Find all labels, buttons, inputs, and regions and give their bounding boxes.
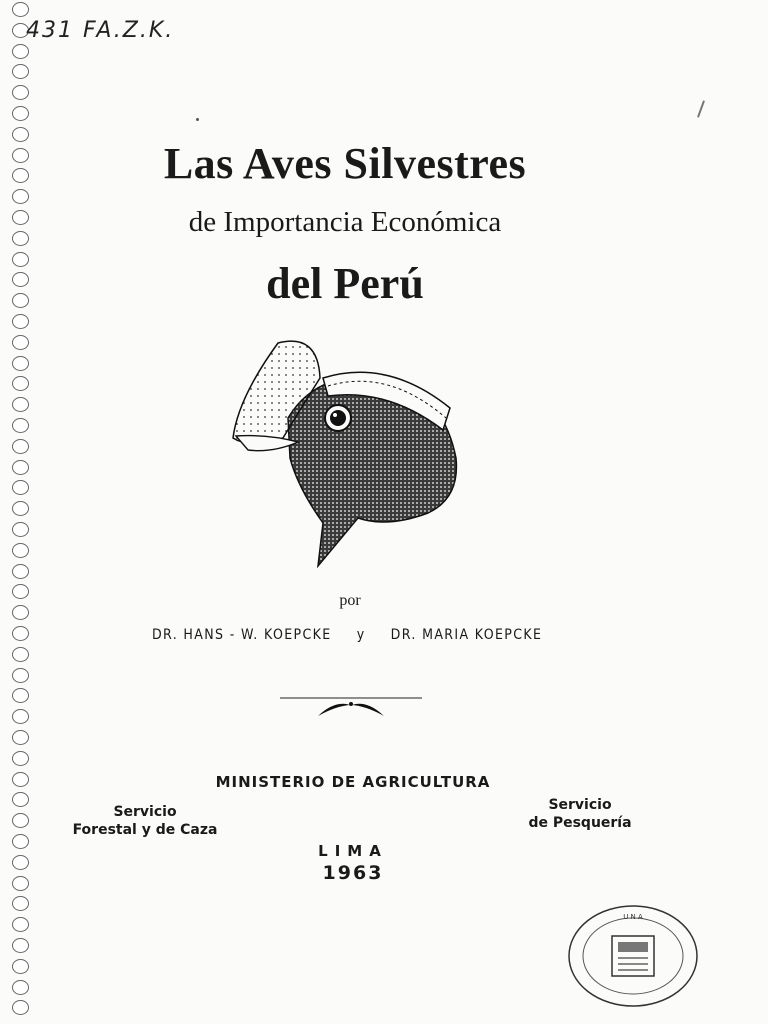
publication-city: LIMA bbox=[318, 842, 388, 860]
bird-head-illustration-icon bbox=[228, 338, 468, 572]
binding-hole bbox=[12, 501, 29, 516]
binding-hole bbox=[12, 938, 29, 953]
binding-hole bbox=[12, 356, 29, 371]
binding-hole bbox=[12, 917, 29, 932]
author-conjunction: y bbox=[356, 627, 366, 643]
book-title: Las Aves Silvestres bbox=[163, 139, 527, 188]
binding-hole bbox=[12, 189, 29, 204]
binding-hole bbox=[12, 730, 29, 745]
fisheries-service-line1: Servicio bbox=[548, 797, 612, 813]
fisheries-service bbox=[520, 796, 640, 832]
forestry-service bbox=[70, 803, 220, 839]
binding-hole bbox=[12, 564, 29, 579]
ornamental-divider bbox=[280, 692, 422, 722]
binding-hole bbox=[12, 543, 29, 558]
binding-hole bbox=[12, 813, 29, 828]
binding-hole bbox=[12, 44, 29, 59]
binding-hole bbox=[12, 85, 29, 100]
speck bbox=[196, 118, 199, 121]
handwritten-note: 431 FA.Z.K. bbox=[26, 18, 175, 43]
binding-hole bbox=[12, 2, 29, 17]
binding-hole bbox=[12, 959, 29, 974]
library-stamp-icon bbox=[566, 902, 700, 1014]
binding-hole bbox=[12, 896, 29, 911]
binding-hole bbox=[12, 397, 29, 412]
binding-hole bbox=[12, 376, 29, 391]
publication-year: 1963 bbox=[322, 862, 384, 884]
speck bbox=[697, 100, 705, 118]
by-label: por bbox=[339, 592, 361, 609]
binding-hole bbox=[12, 709, 29, 724]
forestry-service-line1: Servicio bbox=[113, 804, 177, 820]
book-subtitle-country: del Perú bbox=[266, 259, 424, 308]
svg-text:U N A: U N A bbox=[623, 913, 643, 921]
book-subtitle: de Importancia Económica bbox=[188, 206, 502, 238]
fisheries-service-line2: de Pesquería bbox=[528, 815, 632, 831]
binding-hole bbox=[12, 418, 29, 433]
authors-line bbox=[152, 627, 562, 643]
binding-hole bbox=[12, 106, 29, 121]
author-hans-koepcke: DR. HANS - W. KOEPCKE bbox=[152, 627, 332, 643]
binding-hole bbox=[12, 668, 29, 683]
binding-hole bbox=[12, 314, 29, 329]
binding-hole bbox=[12, 792, 29, 807]
binding-hole bbox=[12, 460, 29, 475]
binding-hole bbox=[12, 688, 29, 703]
author-maria-koepcke: DR. MARIA KOEPCKE bbox=[390, 627, 543, 643]
binding-hole bbox=[12, 335, 29, 350]
binding-hole bbox=[12, 647, 29, 662]
binding-hole bbox=[12, 64, 29, 79]
ministry-name: MINISTERIO DE AGRICULTURA bbox=[215, 773, 491, 791]
binding-hole bbox=[12, 439, 29, 454]
binding-hole bbox=[12, 626, 29, 641]
forestry-service-line2: Forestal y de Caza bbox=[72, 822, 218, 838]
binding-hole bbox=[12, 522, 29, 537]
binding-hole bbox=[12, 980, 29, 995]
binding-hole bbox=[12, 751, 29, 766]
binding-hole bbox=[12, 1000, 29, 1015]
binding-hole bbox=[12, 480, 29, 495]
